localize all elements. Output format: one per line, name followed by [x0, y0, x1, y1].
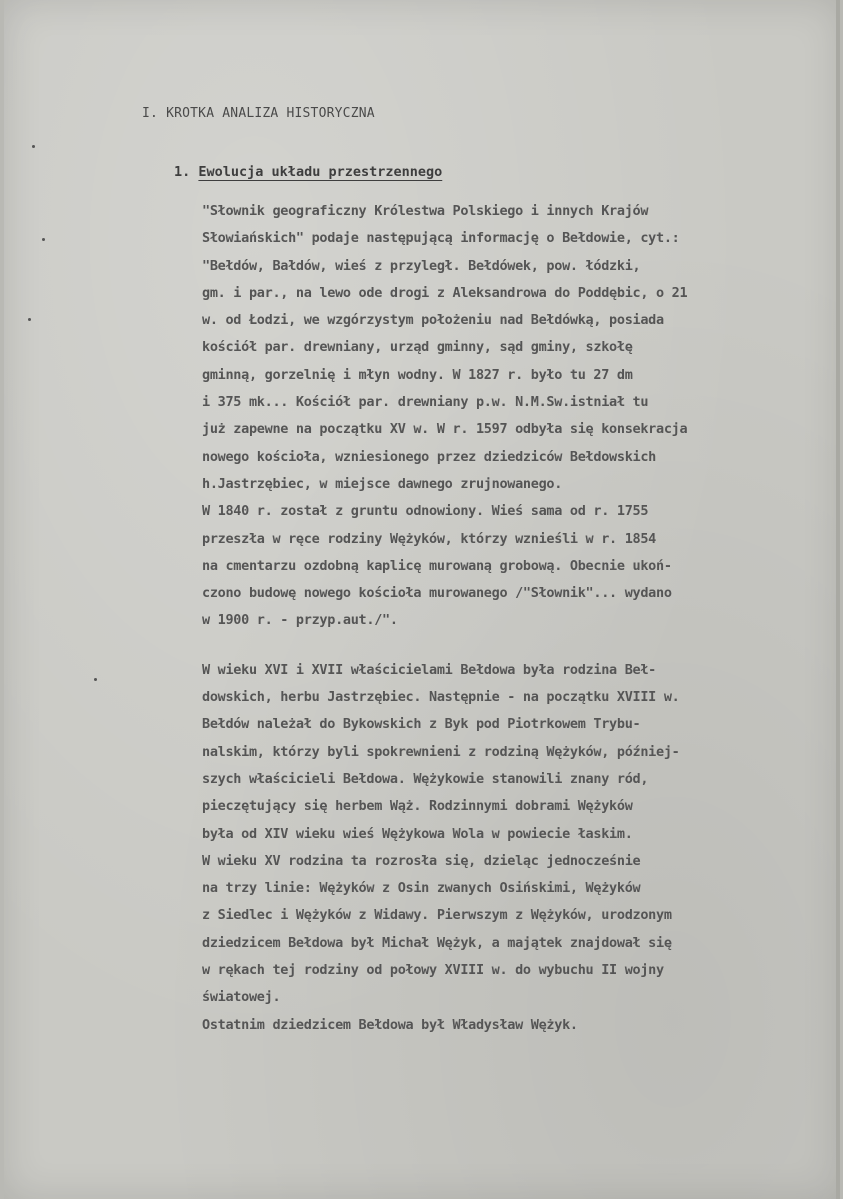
paragraph-2 [202, 657, 834, 1039]
text-line: kościół par. drewniany, urząd gminny, sąd gminy, szkołę [202, 339, 633, 356]
text-line: W wieku XV rodzina ta rozrosła się, dzieląc jednocześnie [202, 852, 641, 869]
paper-speck [28, 318, 31, 321]
text-line: Słowiańskich" podaje następującą informację o Bełdowie, cyt.: [202, 230, 680, 247]
text-line: na trzy linie: Wężyków z Osin zwanych Osińskimi, Wężyków [202, 880, 641, 897]
text-line: przeszła w ręce rodziny Wężyków, którzy wznieśli w r. 1854 [202, 530, 657, 547]
text-line: była od XIV wieku wieś Wężykowa Wola w powiecie łaskim. [202, 825, 633, 842]
text-line: nowego kościoła, wzniesionego przez dziedziców Bełdowskich [202, 448, 657, 465]
paper-speck [32, 145, 35, 148]
section-number: 1. [174, 164, 191, 180]
document-page [4, 0, 840, 1199]
text-line: Ostatnim dziedzicem Bełdowa był Władysław Wężyk. [202, 1016, 578, 1033]
text-line: na cmentarzu ozdobną kaplicę murowaną grobową. Obecnie ukoń- [202, 557, 672, 574]
text-line: światowej. [202, 989, 281, 1006]
paper-speck [94, 678, 97, 681]
text-line: dziedzicem Bełdowa był Michał Wężyk, a majątek znajdował się [202, 934, 672, 951]
paragraph-gap [202, 635, 834, 657]
paragraph-1 [202, 198, 834, 635]
text-line: "Bełdów, Bałdów, wieś z przyległ. Bełdówek, pow. łódzki, [202, 257, 641, 274]
text-line: h.Jastrzębiec, w miejsce dawnego zrujnowanego. [202, 475, 563, 492]
paper-speck [42, 238, 45, 241]
text-line: gm. i par., na lewo ode drogi z Aleksandrowa do Poddębic, o 21 [202, 284, 688, 301]
text-line: i 375 mk... Kościół par. drewniany p.w. N.M.Sw.istniał tu [202, 394, 649, 411]
text-line: w. od Łodzi, we wzgórzystym położeniu nad Bełdówką, posiada [202, 312, 664, 329]
text-line: pieczętujący się herbem Wąż. Rodzinnymi dobrami Wężyków [202, 798, 633, 815]
text-line: gminną, gorzelnię i młyn wodny. W 1827 r. było tu 27 dm [202, 366, 633, 383]
text-line: czono budowę nowego kościoła murowanego /"Słownik"... wydano [202, 585, 672, 602]
text-line: w 1900 r. - przyp.aut./". [202, 612, 398, 629]
text-line: dowskich, herbu Jastrzębiec. Następnie - na początku XVIII w. [202, 689, 680, 706]
text-line: "Słownik geograficzny Królestwa Polskiego i innych Krajów [202, 203, 649, 219]
page-edge [836, 0, 840, 1199]
text-line: w rękach tej rodziny od połowy XVIII w. do wybuchu II wojny [202, 962, 664, 979]
text-line: szych właścicieli Bełdowa. Wężykowie stanowili znany ród, [202, 770, 649, 787]
text-line: W 1840 r. został z gruntu odnowiony. Wieś sama od r. 1755 [202, 503, 649, 520]
text-line: już zapewne na początku XV w. W r. 1597 odbyła się konsekracja [202, 421, 688, 438]
section-title: Ewolucja układu przestrzennego [198, 164, 443, 180]
text-line: z Siedlec i Wężyków z Widawy. Pierwszym z Wężyków, urodzonym [202, 907, 672, 924]
text-line: Bełdów należał do Bykowskich z Byk pod Piotrkowem Trybu- [202, 716, 641, 733]
document-body [202, 198, 834, 1039]
text-line: W wieku XVI i XVII właścicielami Bełdowa była rodzina Beł- [202, 661, 657, 678]
section-heading [174, 164, 442, 180]
text-line: nalskim, którzy byli spokrewnieni z rodziną Wężyków, później- [202, 743, 680, 760]
document-heading: I. KROTKA ANALIZA HISTORYCZNA [142, 106, 375, 121]
